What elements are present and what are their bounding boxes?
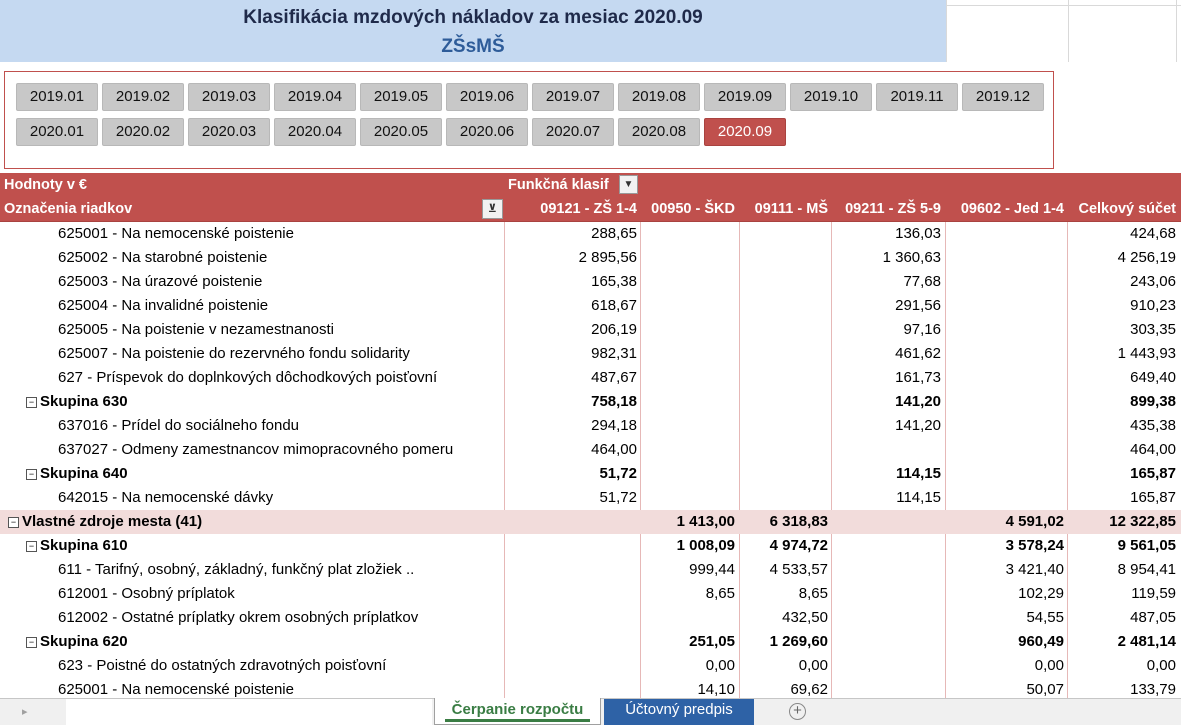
- grid-line: [946, 5, 1181, 6]
- table-cell: 102,29: [1018, 585, 1064, 602]
- table-row: [0, 414, 1181, 438]
- table-cell: 435,38: [1130, 417, 1176, 434]
- table-cell: 165,87: [1130, 489, 1176, 506]
- table-cell: 424,68: [1130, 225, 1176, 242]
- table-row: [0, 678, 1181, 698]
- table-cell: 487,05: [1130, 609, 1176, 626]
- table-cell: 77,68: [903, 273, 941, 290]
- table-cell: 8,65: [705, 585, 735, 602]
- tab-scroll-arrow-icon[interactable]: ▸: [22, 706, 28, 718]
- row-label: [58, 297, 268, 314]
- slicer-button-2019-12[interactable]: 2019.12: [962, 83, 1044, 111]
- row-label: [58, 657, 386, 674]
- table-cell: 243,06: [1130, 273, 1176, 290]
- row-label: [58, 417, 299, 434]
- table-cell: 4 974,72: [769, 537, 828, 554]
- row-label-text: 625003 - Na úrazové poistenie: [58, 273, 263, 290]
- filter-icon: ⊻: [488, 203, 497, 215]
- row-label: [58, 345, 410, 362]
- table-cell: 432,50: [782, 609, 828, 626]
- add-sheet-icon[interactable]: +: [789, 703, 806, 720]
- slicer-button-2020-09[interactable]: 2020.09: [704, 118, 786, 146]
- table-row: [0, 558, 1181, 582]
- collapse-icon[interactable]: −: [26, 541, 37, 552]
- row-labels-header: Označenia riadkov: [4, 201, 133, 217]
- collapse-icon[interactable]: −: [26, 637, 37, 648]
- table-cell: 51,72: [599, 489, 637, 506]
- tab-other-label: Účtovný predpis: [625, 701, 733, 718]
- table-row: [0, 294, 1181, 318]
- tab-active-label: Čerpanie rozpočtu: [451, 701, 584, 718]
- table-cell: 51,72: [599, 465, 637, 482]
- row-label-text: 625001 - Na nemocenské poistenie: [58, 225, 294, 242]
- table-cell: 206,19: [591, 321, 637, 338]
- table-cell: 4 591,02: [1005, 513, 1064, 530]
- table-cell: 251,05: [689, 633, 735, 650]
- row-label: [26, 633, 128, 650]
- row-label: [58, 369, 437, 386]
- table-cell: 1 413,00: [676, 513, 735, 530]
- row-label-text: 612002 - Ostatné príplatky okrem osobných príplatkov: [58, 609, 419, 626]
- table-cell: 1 269,60: [769, 633, 828, 650]
- slicer-button-2020-02[interactable]: 2020.02: [102, 118, 184, 146]
- slicer-button-2019-04[interactable]: 2019.04: [274, 83, 356, 111]
- row-label-text: 625007 - Na poistenie do rezervného fondu solidarity: [58, 345, 410, 362]
- table-cell: 3 578,24: [1005, 537, 1064, 554]
- table-cell: 3 421,40: [1005, 561, 1064, 578]
- table-row: [0, 342, 1181, 366]
- column-header: 09111 - MŠ: [754, 201, 828, 217]
- column-header: 09602 - Jed 1-4: [960, 201, 1064, 217]
- column-field-label: Funkčná klasif: [508, 177, 609, 193]
- values-label: Hodnoty v €: [4, 177, 87, 193]
- table-cell: 141,20: [895, 417, 941, 434]
- row-label-text: 625005 - Na poistenie v nezamestnanosti: [58, 321, 335, 338]
- table-cell: 69,62: [790, 681, 828, 698]
- table-cell: 4 256,19: [1117, 249, 1176, 266]
- table-cell: 165,87: [1130, 465, 1176, 482]
- table-cell: 141,20: [895, 393, 941, 410]
- row-label: [58, 489, 273, 506]
- table-cell: 14,10: [697, 681, 735, 698]
- pivot-header-row-2: [0, 197, 1181, 222]
- row-label-text: 637016 - Prídel do sociálneho fondu: [58, 417, 300, 434]
- table-row: [0, 438, 1181, 462]
- subgroup-row: [0, 462, 1181, 486]
- table-row: [0, 318, 1181, 342]
- period-slicer: [4, 71, 1054, 169]
- table-cell: 54,55: [1026, 609, 1064, 626]
- collapse-icon[interactable]: −: [26, 397, 37, 408]
- table-cell: 0,00: [1034, 657, 1064, 674]
- report-title: Klasifikácia mzdových nákladov za mesiac 2020.09: [243, 7, 703, 28]
- slicer-button-2020-05[interactable]: 2020.05: [360, 118, 442, 146]
- row-label: [58, 273, 262, 290]
- table-cell: 464,00: [591, 441, 637, 458]
- tab-cerpanie-rozpoctu[interactable]: [434, 698, 601, 725]
- collapse-icon[interactable]: −: [8, 517, 19, 528]
- slicer-button-2019-08[interactable]: 2019.08: [618, 83, 700, 111]
- table-cell: 6 318,83: [769, 513, 828, 530]
- row-label-text: 637027 - Odmeny zamestnancov mimopracovného pomeru: [58, 441, 454, 458]
- row-label-text: Skupina 610: [40, 537, 128, 554]
- tab-strip-area: [66, 699, 432, 725]
- column-header: 00950 - ŠKD: [651, 201, 735, 217]
- table-cell: 899,38: [1130, 393, 1176, 410]
- table-cell: 2 481,14: [1117, 633, 1176, 650]
- row-label-text: 627 - Príspevok do doplnkových dôchodkových poisťovní: [58, 369, 438, 386]
- table-cell: 910,23: [1130, 297, 1176, 314]
- row-label-text: 625001 - Na nemocenské poistenie: [58, 681, 294, 698]
- column-header: 09211 - ZŠ 5-9: [845, 201, 941, 217]
- pivot-body: [0, 222, 1181, 698]
- row-label-text: Skupina 640: [40, 465, 128, 482]
- table-cell: 114,15: [895, 465, 941, 482]
- tab-uctovny-predpis[interactable]: [604, 699, 754, 725]
- slicer-button-2019-05[interactable]: 2019.05: [360, 83, 442, 111]
- slicer-button-2019-11[interactable]: 2019.11: [876, 83, 958, 111]
- table-cell: 8 954,41: [1117, 561, 1176, 578]
- slicer-button-2020-04[interactable]: 2020.04: [274, 118, 356, 146]
- table-row: [0, 270, 1181, 294]
- row-label: [58, 225, 294, 242]
- row-label-text: 612001 - Osobný príplatok: [58, 585, 235, 602]
- slicer-button-2019-09[interactable]: 2019.09: [704, 83, 786, 111]
- pivot-header-row-1: [0, 173, 1181, 197]
- table-cell: 136,03: [895, 225, 941, 242]
- slicer-button-2019-02[interactable]: 2019.02: [102, 83, 184, 111]
- group-row: [0, 510, 1181, 534]
- grid-line: [1068, 0, 1069, 62]
- grid-line: [946, 0, 947, 62]
- table-row: [0, 486, 1181, 510]
- slicer-button-2020-06[interactable]: 2020.06: [446, 118, 528, 146]
- table-cell: 12 322,85: [1109, 513, 1176, 530]
- table-cell: 1 008,09: [676, 537, 735, 554]
- table-cell: 758,18: [591, 393, 637, 410]
- table-cell: 999,44: [689, 561, 735, 578]
- sheet-tab-bar: [0, 698, 1181, 725]
- table-row: [0, 222, 1181, 246]
- column-header: Celkový súčet: [1078, 201, 1176, 217]
- row-label-text: Skupina 630: [40, 393, 128, 410]
- collapse-icon[interactable]: −: [26, 469, 37, 480]
- table-row: [0, 582, 1181, 606]
- table-cell: 649,40: [1130, 369, 1176, 386]
- row-label: [26, 537, 128, 554]
- table-cell: 982,31: [591, 345, 637, 362]
- row-filter-button[interactable]: [482, 199, 503, 219]
- slicer-button-2019-10[interactable]: 2019.10: [790, 83, 872, 111]
- report-subtitle: ZŠsMŠ: [441, 36, 505, 57]
- row-label: [58, 441, 453, 458]
- row-label: [26, 393, 128, 410]
- table-cell: 0,00: [705, 657, 735, 674]
- subgroup-row: [0, 390, 1181, 414]
- row-label-text: 611 - Tarifný, osobný, základný, funkčný plat zložiek ..: [58, 561, 415, 578]
- row-label-text: Skupina 620: [40, 633, 128, 650]
- column-filter-dropdown-button[interactable]: [619, 175, 638, 194]
- table-cell: 4 533,57: [769, 561, 828, 578]
- table-cell: 1 443,93: [1117, 345, 1176, 362]
- row-label: [58, 249, 267, 266]
- table-cell: 114,15: [896, 489, 941, 506]
- row-label: [58, 321, 334, 338]
- table-cell: 2 895,56: [578, 249, 637, 266]
- slicer-button-2020-08[interactable]: 2020.08: [618, 118, 700, 146]
- table-row: [0, 366, 1181, 390]
- table-cell: 288,65: [591, 225, 637, 242]
- row-label: [58, 609, 418, 626]
- table-cell: 464,00: [1130, 441, 1176, 458]
- tab-active-underline: [445, 719, 590, 722]
- table-cell: 487,67: [591, 369, 637, 386]
- table-cell: 50,07: [1026, 681, 1064, 698]
- table-cell: 97,16: [903, 321, 941, 338]
- slicer-button-2019-03[interactable]: 2019.03: [188, 83, 270, 111]
- subgroup-row: [0, 534, 1181, 558]
- report-title-box: [0, 0, 946, 62]
- subgroup-row: [0, 630, 1181, 654]
- row-label: [26, 465, 128, 482]
- table-cell: 618,67: [591, 297, 637, 314]
- row-label-text: Vlastné zdroje mesta (41): [22, 513, 203, 530]
- row-label-text: 623 - Poistné do ostatných zdravotných poisťovní: [58, 657, 387, 674]
- row-label: [58, 585, 235, 602]
- table-cell: 0,00: [1146, 657, 1176, 674]
- table-cell: 8,65: [798, 585, 828, 602]
- slicer-button-2020-07[interactable]: 2020.07: [532, 118, 614, 146]
- table-cell: 960,49: [1018, 633, 1064, 650]
- slicer-button-2019-06[interactable]: 2019.06: [446, 83, 528, 111]
- row-label: [58, 561, 414, 578]
- table-cell: 165,38: [591, 273, 637, 290]
- table-cell: 0,00: [798, 657, 828, 674]
- table-row: [0, 654, 1181, 678]
- row-label: [58, 681, 294, 698]
- table-cell: 161,73: [895, 369, 941, 386]
- table-cell: 133,79: [1130, 681, 1176, 698]
- table-cell: 119,59: [1131, 585, 1176, 602]
- row-label-text: 642015 - Na nemocenské dávky: [58, 489, 274, 506]
- table-cell: 1 360,63: [882, 249, 941, 266]
- dropdown-icon: ▼: [623, 179, 634, 190]
- slicer-button-2020-03[interactable]: 2020.03: [188, 118, 270, 146]
- slicer-button-2020-01[interactable]: 2020.01: [16, 118, 98, 146]
- table-cell: 294,18: [591, 417, 637, 434]
- table-cell: 461,62: [895, 345, 941, 362]
- grid-line: [1176, 0, 1177, 62]
- row-label: [8, 513, 202, 530]
- table-row: [0, 606, 1181, 630]
- row-label-text: 625002 - Na starobné poistenie: [58, 249, 268, 266]
- column-header: 09121 - ZŠ 1-4: [540, 201, 637, 217]
- table-cell: 9 561,05: [1117, 537, 1176, 554]
- slicer-button-2019-01[interactable]: 2019.01: [16, 83, 98, 111]
- slicer-button-2019-07[interactable]: 2019.07: [532, 83, 614, 111]
- table-row: [0, 246, 1181, 270]
- table-cell: 303,35: [1130, 321, 1176, 338]
- table-cell: 291,56: [895, 297, 941, 314]
- row-label-text: 625004 - Na invalidné poistenie: [58, 297, 269, 314]
